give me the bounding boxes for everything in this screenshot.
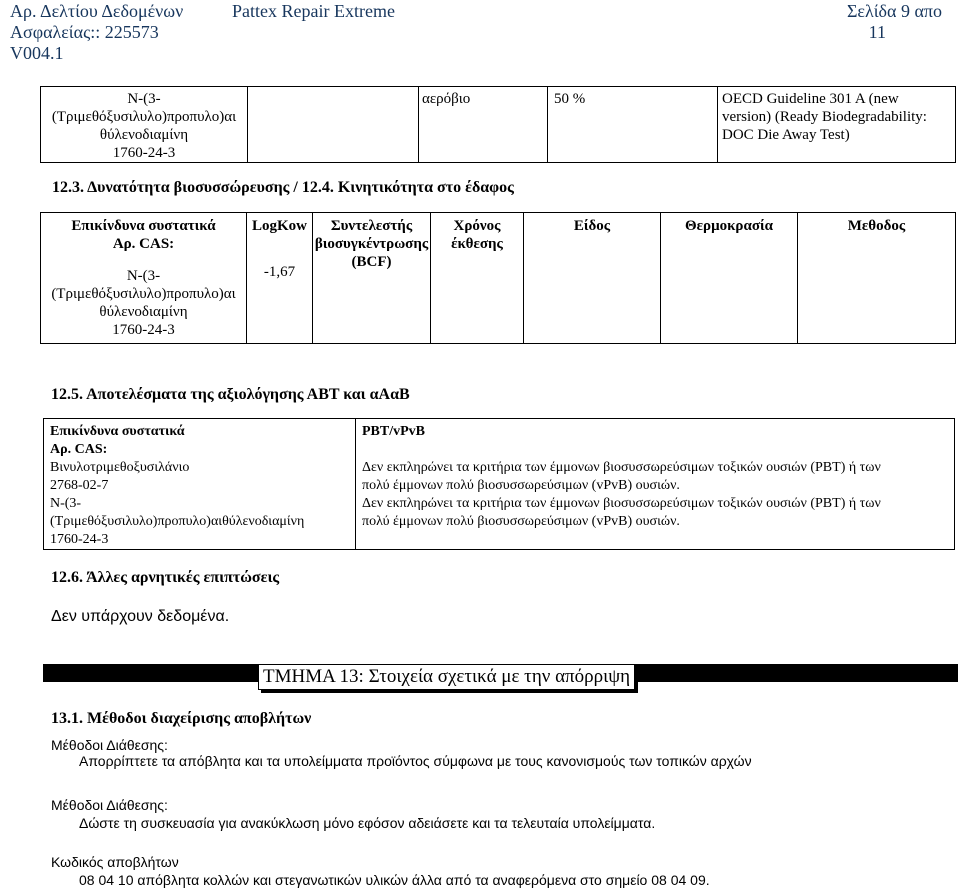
pbt-substance-column: Επικίνδυνα συστατικά Αρ. CAS: Βινυλοτριμεθοξυσιλάνιο 2768-02-7 N-(3- (Τριμεθόξυσιλυλο)προπυλο)αιθύλενοδιαμίνη 1760-24-3 [44, 419, 356, 550]
header-doc-number: Αρ. Δελτίου Δεδομένων [10, 1, 184, 21]
disposal-methods-text: Απορρίπτετε τα απόβλητα και τα υπολείμματα προϊόντος σύμφωνα με τους κανονισμούς των τοπικών αρχών [79, 753, 752, 769]
species-column: Είδος [524, 213, 661, 344]
section-13-1-heading: 13.1. Μέθοδοι διαχείρισης αποβλήτων [51, 710, 312, 727]
medium-cell: αερόβιο [419, 87, 548, 163]
packaging-disposal-text: Δώστε τη συσκευασία για ανακύκλωση μόνο εφόσον αδειάσετε και τα τελευταία υπολείμματα. [79, 815, 656, 831]
header-page-label: Σελίδα 9 απο [846, 1, 942, 21]
table-row [44, 419, 955, 550]
disposal-methods-label: Μέθοδοι Διάθεσης: [51, 737, 168, 753]
pbt-statement-1: Δεν εκπληρώνει τα κριτήρια των έμμονων βιοσυσσωρεύσιμων τοξικών ουσιών (PBT) ή των πολύ έμμονων πολύ βιοσυσσωρεύσιμων (vPvB) ουσιών. [362, 460, 881, 493]
blank-cell [248, 87, 419, 163]
logkow-column [247, 213, 313, 344]
waste-code-text: 08 04 10 απόβλητα κολλών και στεγανωτικών υλικών άλλα από τα αναφερόμενα στο σημείο 08 04 09. [79, 872, 710, 888]
table-row [41, 213, 956, 344]
pbt-table [43, 418, 955, 550]
table-row [41, 87, 956, 163]
header-substance: Επικίνδυνα συστατικά Αρ. CAS: [71, 218, 216, 252]
pbt-statement-2: Δεν εκπληρώνει τα κριτήρια των έμμονων βιοσυσσωρεύσιμων τοξικών ουσιών (PBT) ή των πολύ έμμονων πολύ βιοσυσσωρεύσιμων (vPvB) ουσιών. [362, 496, 881, 529]
section-13-title: ΤΜΗΜΑ 13: Στοιχεία σχετικά με την απόρριψη [263, 666, 631, 687]
row-substance: N-(3- (Τριμεθόξυσιλυλο)προπυλο)αι θύλενοδιαμίνη 1760-24-3 [51, 268, 236, 338]
temperature-column: Θερμοκρασία [661, 213, 798, 344]
waste-code-label: Κωδικός αποβλήτων [51, 854, 179, 870]
substance-cell: N-(3- (Τριμεθόξυσιλυλο)προπυλο)αι θύλενοδιαμίνη 1760-24-3 [41, 87, 248, 163]
substance-column [41, 213, 247, 344]
header-doc-title [10, 1, 183, 64]
packaging-disposal-label: Μέθοδοι Διάθεσης: [51, 797, 168, 813]
exposure-column: Χρόνος έκθεσης [431, 213, 524, 344]
section-12-6-text: Δεν υπάρχουν δεδομένα. [51, 608, 230, 625]
row-logkow: -1,67 [263, 264, 296, 280]
header-logkow: LogKow [251, 218, 307, 234]
bcf-column: Συντελεστής βιοσυγκέντρωσης (BCF) [313, 213, 431, 344]
header-product-name: Pattex Repair Extreme [232, 1, 395, 21]
header-doc-safety: Ασφαλείας:: 225573 [10, 22, 159, 42]
method-column: Μεθοδος [798, 213, 956, 344]
method-cell: OECD Guideline 301 A (new version) (Ready Biodegradability: DOC Die Away Test) [718, 87, 956, 163]
section-12-5-heading: 12.5. Αποτελέσματα της αξιολόγησης ΑΒΤ και αΑαΒ [51, 386, 410, 403]
biodegradability-table [40, 86, 956, 163]
header-page-total: 11 [868, 22, 886, 42]
section-12-3-heading: 12.3. Δυνατότητα βιοσυσσώρευσης / 12.4. Κινητικότητα στο έδαφος [52, 179, 514, 196]
bioaccumulation-table [40, 212, 956, 344]
header-doc-version: V004.1 [10, 43, 64, 63]
pbt-statement-column: PBT/vPvB Δεν εκπληρώνει τα κριτήρια των έμμονων βιοσυσσωρεύσιμων τοξικών ουσιών (PBT) ή των πολύ έμμονων πολύ βιοσυσσωρεύσιμων (vPvB) ουσιών. Δεν εκπληρώνει τα κριτήρια των έμμονων βιοσυσσωρεύσιμων τοξικών ουσιών (PBT) ή των πολύ έμμονων πολύ βιοσυσσωρεύσιμων (vPvB) ουσιών. [356, 419, 955, 550]
value-cell: 50 % [548, 87, 718, 163]
section-13-banner [258, 664, 635, 690]
section-12-6-heading: 12.6. Άλλες αρνητικές επιπτώσεις [51, 569, 280, 586]
header-page-number [847, 1, 942, 43]
